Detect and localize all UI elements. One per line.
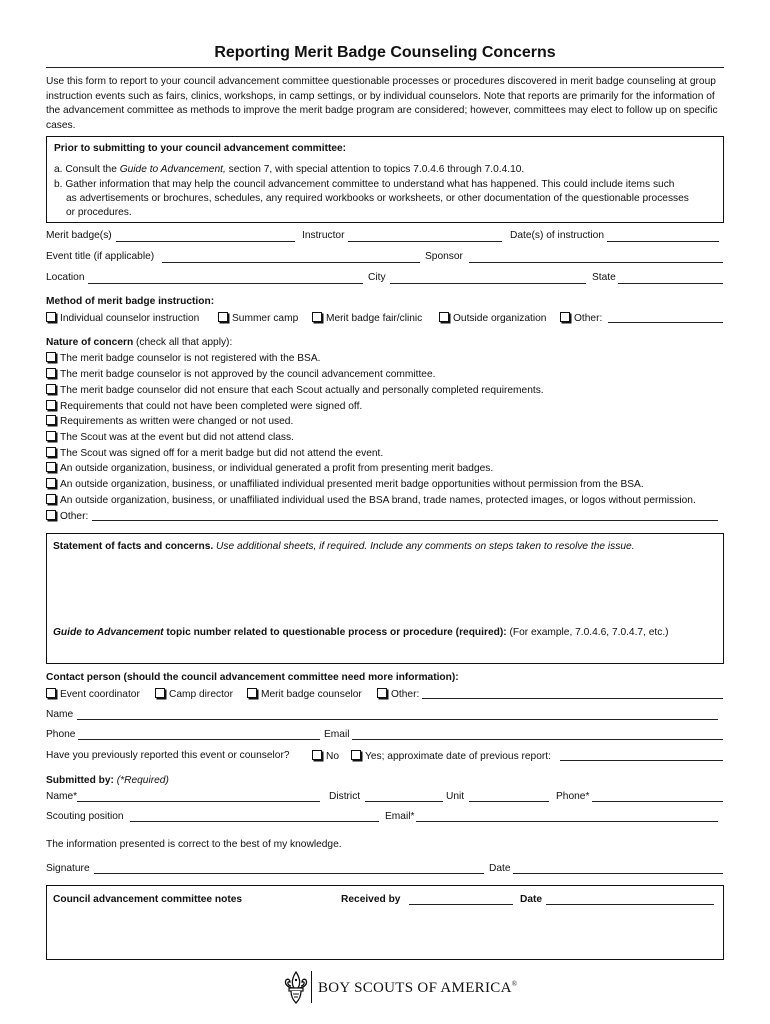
event-title-label: Event title (if applicable): [46, 251, 155, 262]
method-option-outside-org[interactable]: [439, 312, 546, 324]
checkbox[interactable]: [46, 431, 56, 441]
notes-date-label: Date: [520, 894, 543, 905]
page-title: Reporting Merit Badge Counseling Concerns: [214, 44, 556, 61]
method-option-label: Outside organization: [453, 313, 547, 324]
checkbox[interactable]: [46, 400, 56, 410]
prior-item-b-line2: as advertisements or brochures, schedules, any required workbooks or worksheets, or other documentation of the questionable processes: [66, 193, 689, 204]
state-field[interactable]: [618, 283, 723, 284]
logo-divider: [311, 971, 312, 1003]
method-option-summer-camp[interactable]: [218, 312, 298, 324]
concern-item[interactable]: [46, 352, 320, 364]
location-label: Location: [46, 272, 85, 283]
contact-heading: Contact person (should the council advancement committee need more information):: [46, 672, 459, 683]
contact-option-event-coordinator[interactable]: [46, 688, 140, 700]
previous-no-option[interactable]: [312, 750, 339, 762]
contact-option-other[interactable]: [377, 688, 419, 700]
concern-item[interactable]: [46, 400, 362, 412]
nature-heading-note: (check all that apply):: [133, 337, 233, 348]
concern-label: The merit badge counselor is not registered with the BSA.: [60, 353, 321, 364]
signature-field[interactable]: [94, 873, 484, 874]
nature-heading-text: Nature of concern: [46, 337, 134, 348]
concern-item[interactable]: [46, 431, 294, 443]
district-label: District: [329, 791, 361, 802]
concern-item[interactable]: [46, 384, 544, 396]
checkbox[interactable]: [218, 312, 228, 322]
contact-option-label: Camp director: [169, 689, 233, 700]
signature-date-label: Date: [489, 863, 511, 874]
concern-item[interactable]: [46, 447, 383, 459]
checkbox[interactable]: [155, 688, 165, 698]
event-title-field[interactable]: [162, 262, 420, 263]
bsa-name: BOY SCOUTS OF AMERICA: [318, 980, 512, 996]
signature-date-field[interactable]: [513, 873, 723, 874]
concern-other-field[interactable]: [92, 520, 718, 521]
checkbox[interactable]: [46, 478, 56, 488]
concern-item[interactable]: [46, 494, 696, 506]
concern-item[interactable]: [46, 368, 435, 380]
intro-text: Use this form to report to your council advancement committee questionable processes or procedures discovered in merit badge counseling at group instruction events such as fairs, clinics, workshops, in camp settings, or by individual counselors. Note that reports are primarily for the information of the advancement committee as methods to improve the merit badge program are considered; however, committees may elect to follow up on specific cases.: [46, 76, 718, 131]
method-heading: Method of merit badge instruction:: [46, 296, 215, 307]
concern-label: Other:: [60, 511, 89, 522]
checkbox[interactable]: [312, 312, 322, 322]
statement-heading-text: Statement of facts and concerns.: [53, 541, 214, 552]
submitter-name-field[interactable]: [77, 801, 320, 802]
contact-email-field[interactable]: [352, 739, 723, 740]
contact-option-label: Other:: [391, 689, 420, 700]
concern-label: Requirements that could not have been completed were signed off.: [60, 401, 363, 412]
concern-label: The merit badge counselor did not ensure that each Scout actually and personally completed requirements.: [60, 385, 544, 396]
method-option-label: Individual counselor instruction: [60, 313, 200, 324]
submitted-heading-text: Submitted by:: [46, 775, 114, 786]
concern-label: An outside organization, business, or unaffiliated individual used the BSA brand, trade names, protected images, or logos without permission.: [60, 495, 696, 506]
council-notes-box[interactable]: [46, 885, 724, 960]
concern-item[interactable]: [46, 478, 644, 490]
dates-field[interactable]: [607, 241, 719, 242]
previous-no-label: No: [326, 751, 340, 762]
concern-item-other[interactable]: [46, 510, 88, 522]
prior-item-b-line3: or procedures.: [66, 207, 132, 218]
prior-a-italic: Guide to Advancement,: [119, 164, 226, 175]
method-option-individual[interactable]: [46, 312, 199, 324]
submitter-phone-label: Phone*: [556, 791, 590, 802]
previous-report-question: Have you previously reported this event or counselor?: [46, 750, 290, 761]
guide-topic-label: [53, 627, 669, 638]
statement-note: Use additional sheets, if required. Include any comments on steps taken to resolve the issue.: [213, 541, 635, 552]
notes-date-field[interactable]: [546, 904, 714, 905]
method-option-label: Summer camp: [232, 313, 299, 324]
concern-label: The Scout was signed off for a merit badge but did not attend the event.: [60, 448, 384, 459]
nature-heading: [46, 337, 232, 348]
checkbox[interactable]: [46, 415, 56, 425]
instructor-label: Instructor: [302, 230, 345, 241]
checkbox[interactable]: [247, 688, 257, 698]
scouting-position-field[interactable]: [130, 821, 379, 822]
instructor-field[interactable]: [348, 241, 502, 242]
signature-label: Signature: [46, 863, 90, 874]
concern-label: The Scout was at the event but did not attend class.: [60, 432, 294, 443]
checkbox[interactable]: [560, 312, 570, 322]
method-option-fair[interactable]: [312, 312, 422, 324]
checkbox[interactable]: [46, 462, 56, 472]
concern-item[interactable]: [46, 415, 293, 427]
title-rule: [46, 67, 724, 68]
concern-label: Requirements as written were changed or not used.: [60, 416, 294, 427]
sponsor-field[interactable]: [469, 262, 723, 263]
concern-label: An outside organization, business, or unaffiliated individual presented merit badge opportunities without permission from the BSA.: [60, 479, 644, 490]
prior-a-prefix: a. Consult the: [54, 164, 120, 175]
location-field[interactable]: [88, 283, 363, 284]
prior-heading: Prior to submitting to your council advancement committee:: [54, 143, 347, 154]
statement-heading: [53, 541, 635, 552]
checkbox[interactable]: [46, 447, 56, 457]
submitter-phone-field[interactable]: [592, 801, 723, 802]
submitted-heading: [46, 775, 169, 786]
submitter-email-field[interactable]: [416, 821, 718, 822]
submitter-name-label: Name*: [46, 791, 78, 802]
checkbox[interactable]: [46, 510, 56, 520]
contact-option-camp-director[interactable]: [155, 688, 233, 700]
merit-badges-field[interactable]: [116, 241, 295, 242]
registered-mark: ®: [511, 980, 518, 988]
dates-label: Date(s) of instruction: [510, 230, 604, 241]
contact-phone-field[interactable]: [78, 739, 320, 740]
concern-label: An outside organization, business, or individual generated a profit from presenting merit badges.: [60, 463, 494, 474]
checkbox[interactable]: [46, 352, 56, 362]
guide-italic: Guide to Advancement: [53, 627, 164, 638]
contact-other-field[interactable]: [422, 698, 723, 699]
previous-date-field[interactable]: [560, 760, 723, 761]
prior-item-b-line1: b. Gather information that may help the council advancement committee to understand what has happened. This could include items such: [54, 179, 675, 190]
previous-yes-label: Yes; approximate date of previous report:: [365, 751, 551, 762]
concern-item[interactable]: [46, 462, 493, 474]
guide-example: (For example, 7.0.4.6, 7.0.4.7, etc.): [506, 627, 669, 638]
method-option-other[interactable]: [560, 312, 602, 324]
received-by-label: Received by: [341, 894, 401, 905]
checkbox[interactable]: [46, 312, 56, 322]
city-field[interactable]: [390, 283, 586, 284]
sponsor-label: Sponsor: [425, 251, 463, 262]
checkbox[interactable]: [351, 750, 361, 760]
checkbox[interactable]: [46, 688, 56, 698]
contact-phone-label: Phone: [46, 729, 76, 740]
statement-box[interactable]: [46, 533, 724, 664]
contact-option-label: Event coordinator: [60, 689, 140, 700]
prior-box: [46, 136, 724, 223]
bsa-fleur-de-lis-logo: [278, 970, 314, 1006]
district-field[interactable]: [365, 801, 443, 802]
checkbox[interactable]: [312, 750, 322, 760]
bsa-wordmark: [318, 980, 517, 997]
state-label: State: [592, 272, 616, 283]
contact-name-field[interactable]: [77, 719, 718, 720]
city-label: City: [368, 272, 386, 283]
guide-bold: topic number related to questionable process or procedure (required):: [163, 627, 507, 638]
merit-badges-label: Merit badge(s): [46, 230, 112, 241]
method-option-label: Other:: [574, 313, 603, 324]
submitter-email-label: Email*: [385, 811, 415, 822]
received-by-field[interactable]: [409, 904, 513, 905]
method-option-label: Merit badge fair/clinic: [326, 313, 423, 324]
prior-item-a: [54, 164, 524, 175]
concern-label: The merit badge counselor is not approved by the council advancement committee.: [60, 369, 436, 380]
unit-field[interactable]: [469, 801, 549, 802]
prior-a-suffix: section 7, with special attention to topics 7.0.4.6 through 7.0.4.10.: [225, 164, 525, 175]
method-other-field[interactable]: [608, 322, 723, 323]
certification-text: The information presented is correct to the best of my knowledge.: [46, 839, 342, 850]
checkbox[interactable]: [439, 312, 449, 322]
checkbox[interactable]: [46, 494, 56, 504]
fleur-de-lis-icon: [278, 970, 314, 1006]
checkbox[interactable]: [46, 384, 56, 394]
submitted-required-note: (*Required): [113, 775, 169, 786]
checkbox[interactable]: [377, 688, 387, 698]
contact-option-label: Merit badge counselor: [261, 689, 362, 700]
council-notes-heading: Council advancement committee notes: [53, 894, 243, 905]
contact-email-label: Email: [324, 729, 350, 740]
unit-label: Unit: [446, 791, 465, 802]
previous-yes-option[interactable]: [351, 750, 551, 762]
scouting-position-label: Scouting position: [46, 811, 124, 822]
checkbox[interactable]: [46, 368, 56, 378]
contact-option-counselor[interactable]: [247, 688, 362, 700]
contact-name-label: Name: [46, 709, 74, 720]
